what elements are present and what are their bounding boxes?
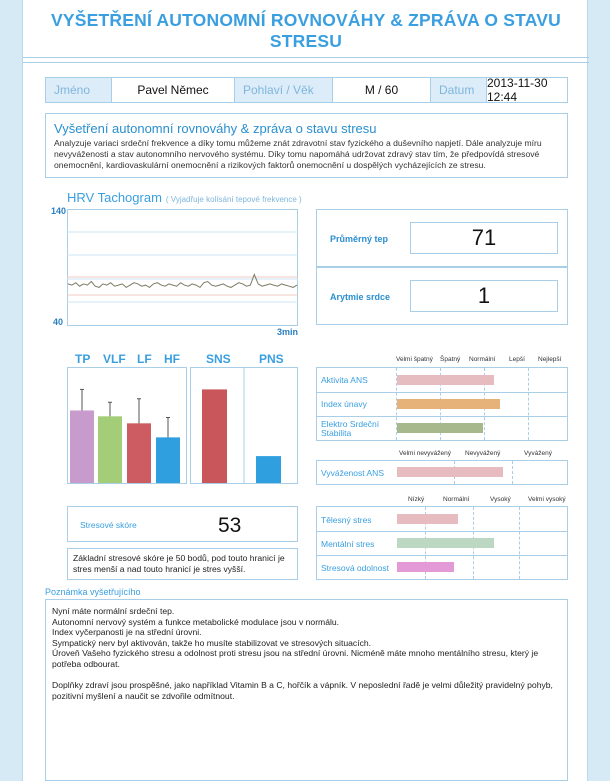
stress-score-box [67, 506, 298, 542]
balance-row-table [316, 460, 568, 485]
ans-rows-table [316, 367, 568, 441]
stress-resilience-label: Stresová odolnost [321, 563, 390, 573]
ans-col-line [528, 368, 529, 440]
note-line: Autonomní nervový systém a funkce metabolické modulace jsou v normálu. [52, 616, 340, 627]
fatigue-index-label: Index únavy [321, 399, 367, 409]
ans-bar-chart [190, 367, 298, 484]
patient-info-bar [45, 77, 568, 103]
hrv-spectrum-bar-chart [67, 367, 187, 484]
name-label: Jméno [46, 78, 112, 102]
ans-activity-label: Aktivita ANS [321, 375, 368, 385]
ans-row-divider [317, 416, 567, 417]
fatigue-index-bar [397, 399, 500, 409]
name-value: Pavel Němec [112, 78, 235, 102]
stress-resilience-bar [397, 562, 454, 572]
ans-scale-bad: Špatný [440, 356, 461, 363]
hrv-x-end: 3min [277, 327, 299, 337]
balance-scale-header [316, 450, 568, 460]
ans-activity-bar [397, 375, 494, 385]
bar-sns [202, 389, 227, 483]
note-line: Sympatický nerv byl aktivován, takže ho musíte stabilizovat ve stresových situacích. [52, 637, 372, 648]
stress-rows-table [316, 506, 568, 580]
arrhythmia-value: 1 [410, 280, 558, 312]
cardiac-stability-bar [397, 423, 483, 433]
balance-scale-very-unbalanced: Velmi nevyvážený [399, 450, 452, 457]
stress-scale-normal: Normální [443, 496, 470, 503]
hrv-title [67, 190, 302, 205]
balance-col-line [512, 461, 513, 484]
avg-heart-rate-label: Průměrný tep [330, 234, 389, 244]
hrv-tachogram-chart [67, 209, 298, 326]
sex-age-label: Pohlaví / Věk [235, 78, 333, 102]
bar-vlf [98, 416, 122, 483]
report-title: VYŠETŘENÍ AUTONOMNÍ ROVNOVÁHY & ZPRÁVA O STAVU STRESU [51, 10, 561, 51]
stress-score-note: Základní stresové skóre je 50 bodů, pod touto hranicí je stres menší a nad touto hranicí je stres vyšší. [67, 548, 298, 580]
physical-stress-bar [397, 514, 458, 524]
title-divider-2 [23, 62, 589, 63]
hrv-frame [68, 210, 298, 326]
note-line: Index vyčerpanosti je na střední úrovni. [52, 627, 202, 638]
report-page [22, 0, 588, 781]
ans-scale-very-bad: Velmi špatný [396, 356, 433, 363]
bar-label-vlf: VLF [103, 352, 126, 366]
examiner-note-title: Poznámka vyšetřujícího [45, 587, 141, 597]
hrv-y-max: 140 [51, 206, 67, 216]
ans-scale-better: Lepší [509, 356, 525, 363]
bar-label-pns: PNS [259, 352, 284, 366]
balance-scale-unbalanced: Nevyvážený [465, 450, 501, 457]
ans-scale-normal: Normální [469, 356, 496, 363]
physical-stress-label: Tělesný stres [321, 515, 372, 525]
bar-lf [127, 423, 151, 483]
description-text: Analyzuje variaci srdeční frekvence a díky tomu můžeme znát zdravotní stav fyzického a duševního napjetí. Dále analyzuje míru nevyváženosti a stav autonomního nervového systému. Díky tomu napomáhá udržovat zdravý stav tím, že předpovídá stresové onemocnění, kardiovaskulární onemocnění a rizikových faktorů onemocnění u dospělých vycházejících ze stresu. [54, 138, 542, 170]
ans-balance-bar [397, 467, 503, 477]
bar-label-sns: SNS [206, 352, 231, 366]
ans-scale-header [316, 356, 568, 366]
title-divider [23, 57, 589, 58]
ans-row-divider [317, 392, 567, 393]
avg-heart-rate-box [316, 209, 568, 267]
stress-score-value: 53 [218, 514, 242, 537]
mental-stress-bar [397, 538, 494, 548]
bar-label-tp: TP [75, 352, 91, 366]
sex-age-value: M / 60 [333, 78, 431, 102]
ans-scale-best: Nejlepší [538, 356, 562, 363]
hrv-title-text: HRV Tachogram [67, 190, 162, 205]
date-value: 2013-11-30 12:44 [487, 76, 548, 104]
stress-scale-header [316, 496, 568, 506]
date-label: Datum [431, 78, 487, 102]
note-line: Nyní máte normální srdeční tep. [52, 606, 175, 616]
stress-scale-low: Nízký [408, 496, 425, 503]
description-heading: Vyšetření autonomní rovnováhy & zpráva o stavu stresu [54, 121, 377, 136]
stress-col-line [519, 507, 520, 579]
arrhythmia-box [316, 267, 568, 325]
hrv-subtitle: ( Vyjadřuje kolísání tepové frekvence ) [165, 195, 302, 204]
bar-label-hf: HF [164, 352, 180, 366]
description-box [45, 113, 568, 178]
stress-row-divider [317, 555, 567, 556]
note-spacer [52, 670, 561, 681]
stress-scale-very-high: Velmi vysoký [528, 496, 566, 503]
stress-scale-high: Vysoký [490, 496, 511, 503]
cardiac-stability-label: Elektro Srdeční Stabilita [321, 419, 380, 438]
note-line: Doplňky zdraví jsou prospěšné, jako například Vitamin B a C, hořčík a vápník. V neposlední řadě je velmi důležitý pravidelný pohyb, pozitivní myšlení a naučit se zdvořile odmítnout. [52, 680, 556, 701]
note-line: Úroveň Vašeho fyzického stresu a odolnost proti stresu jsou na střední úrovni. Nicméně máte mnoho mentálního stresu, který je potřeba odbourat. [52, 648, 541, 669]
examiner-note-box [45, 599, 568, 781]
balance-scale-balanced: Vyvážený [524, 450, 552, 457]
bar-tp [70, 410, 94, 483]
stress-score-label: Stresové skóre [80, 520, 137, 530]
bar-label-lf: LF [137, 352, 152, 366]
mental-stress-label: Mentální stres [321, 539, 375, 549]
bar-pns [256, 456, 281, 483]
hrv-y-min: 40 [53, 317, 64, 327]
arrhythmia-label: Arytmie srdce [330, 292, 391, 302]
bar-hf [156, 437, 180, 483]
stress-row-divider [317, 531, 567, 532]
avg-heart-rate-value: 71 [410, 222, 558, 254]
ans-balance-label: Vyváženost ANS [321, 468, 384, 478]
